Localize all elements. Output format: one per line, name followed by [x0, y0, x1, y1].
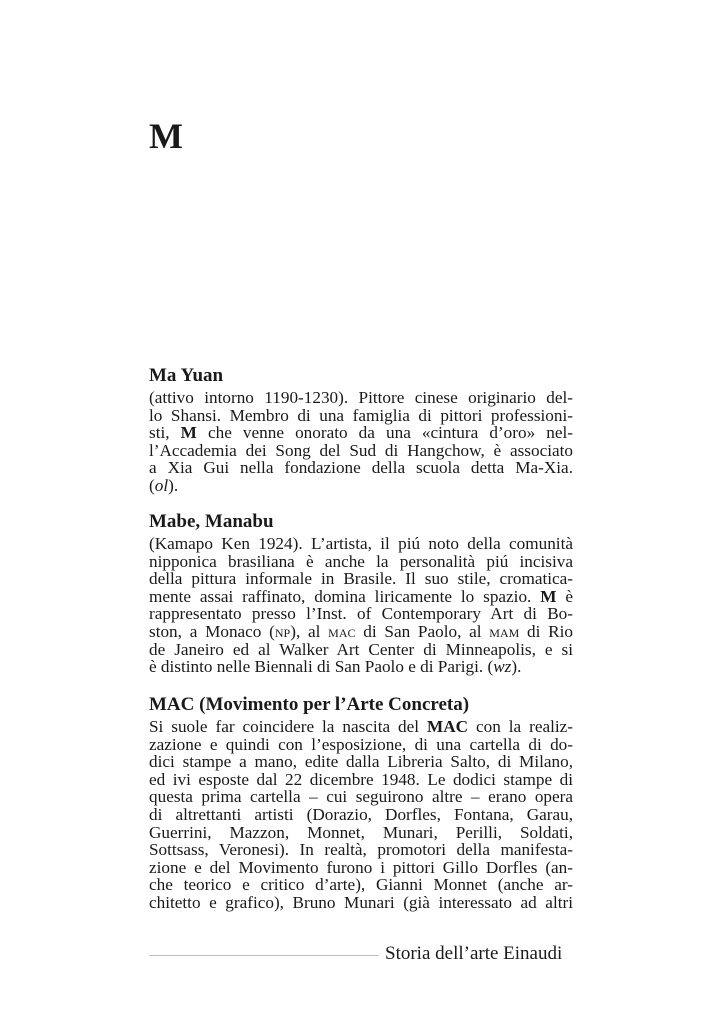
entry-body	[149, 718, 573, 912]
text-line: zione e del Movimento furono i pittori Gillo Dorfles (an-	[149, 857, 573, 877]
footer-rule	[149, 955, 379, 956]
footer-publication: Storia dell’arte Einaudi	[385, 943, 563, 964]
text-line: a Xia Gui nella fondazione della scuola detta Ma-Xia.	[149, 458, 573, 478]
entry-title: Ma Yuan	[149, 365, 224, 386]
text-line: zazione e quindi con l’esposizione, di una cartella di do-	[149, 734, 573, 754]
entry-mac	[149, 693, 573, 912]
abbreviation: np	[274, 621, 291, 641]
text-line: questa prima cartella – cui seguirono altre – erano opera	[149, 787, 573, 807]
text-line: chitetto e grafico), Bruno Munari (già interessato ad altri	[149, 892, 573, 912]
entry-body	[149, 389, 573, 495]
entry-mabe-manabu	[149, 510, 573, 676]
section-letter: M	[149, 116, 183, 156]
text-line: (ol).	[149, 475, 179, 495]
text-line: (Kamapo Ken 1924). L’artista, il piú noto della comunità	[149, 534, 573, 553]
text-line: che teorico e critico d’arte), Gianni Monnet (anche ar-	[149, 875, 573, 895]
entry-title: MAC (Movimento per l’Arte Concreta)	[149, 694, 470, 715]
text-line: dici stampe a mano, edite dalla Libreria Salto, di Milano,	[149, 752, 573, 772]
entry-title: Mabe, Manabu	[149, 511, 274, 532]
text-line: rappresentato presso l’Inst. of Contemporary Art di Bo-	[149, 604, 573, 624]
text-line: ed ivi esposte dal 22 dicembre 1948. Le dodici stampe di	[149, 769, 573, 789]
text-line: Sottsass, Veronesi). In realtà, promotori della manifesta-	[149, 840, 573, 860]
text-line: (attivo intorno 1190-1230). Pittore cinese originario del-	[149, 388, 573, 407]
author-initials: ol	[154, 475, 169, 495]
text-line: mente assai raffinato, domina liricamente lo spazio. M è	[149, 586, 573, 606]
text-line: Guerrini, Mazzon, Monnet, Munari, Perilli, Soldati,	[149, 822, 573, 842]
abbreviation: mam	[489, 621, 520, 641]
text-line: della pittura informale in Brasile. Il suo stile, cromatica-	[149, 569, 573, 589]
author-initials: wz	[493, 657, 512, 677]
entry-reference: M	[180, 423, 197, 443]
text-line: l’Accademia dei Song del Sud di Hangchow, è associato	[149, 440, 573, 460]
text-line: de Janeiro ed al Walker Art Center di Minneapolis, e si	[149, 639, 573, 659]
text-line: di altrettanti artisti (Dorazio, Dorfles, Fontana, Garau,	[149, 804, 573, 824]
text-line: Si suole far coincidere la nascita del MAC con la realiz-	[149, 717, 573, 736]
text-line: è distinto nelle Biennali di San Paolo e di Parigi. (wz).	[149, 657, 522, 677]
entry-reference: M	[540, 586, 557, 606]
text-line: nipponica brasiliana è anche la personalità piú incisiva	[149, 551, 573, 571]
entry-reference: MAC	[427, 717, 469, 736]
entry-body	[149, 535, 573, 676]
abbreviation: mac	[328, 621, 356, 641]
entry-ma-yuan	[149, 364, 573, 495]
text-line: lo Shansi. Membro di una famiglia di pittori professioni-	[149, 405, 573, 425]
text-line: ston, a Monaco (np), al mac di San Paolo, al mam di Rio	[149, 621, 574, 641]
text-line: sti, M che venne onorato da una «cintura d’oro» nel-	[149, 423, 573, 443]
